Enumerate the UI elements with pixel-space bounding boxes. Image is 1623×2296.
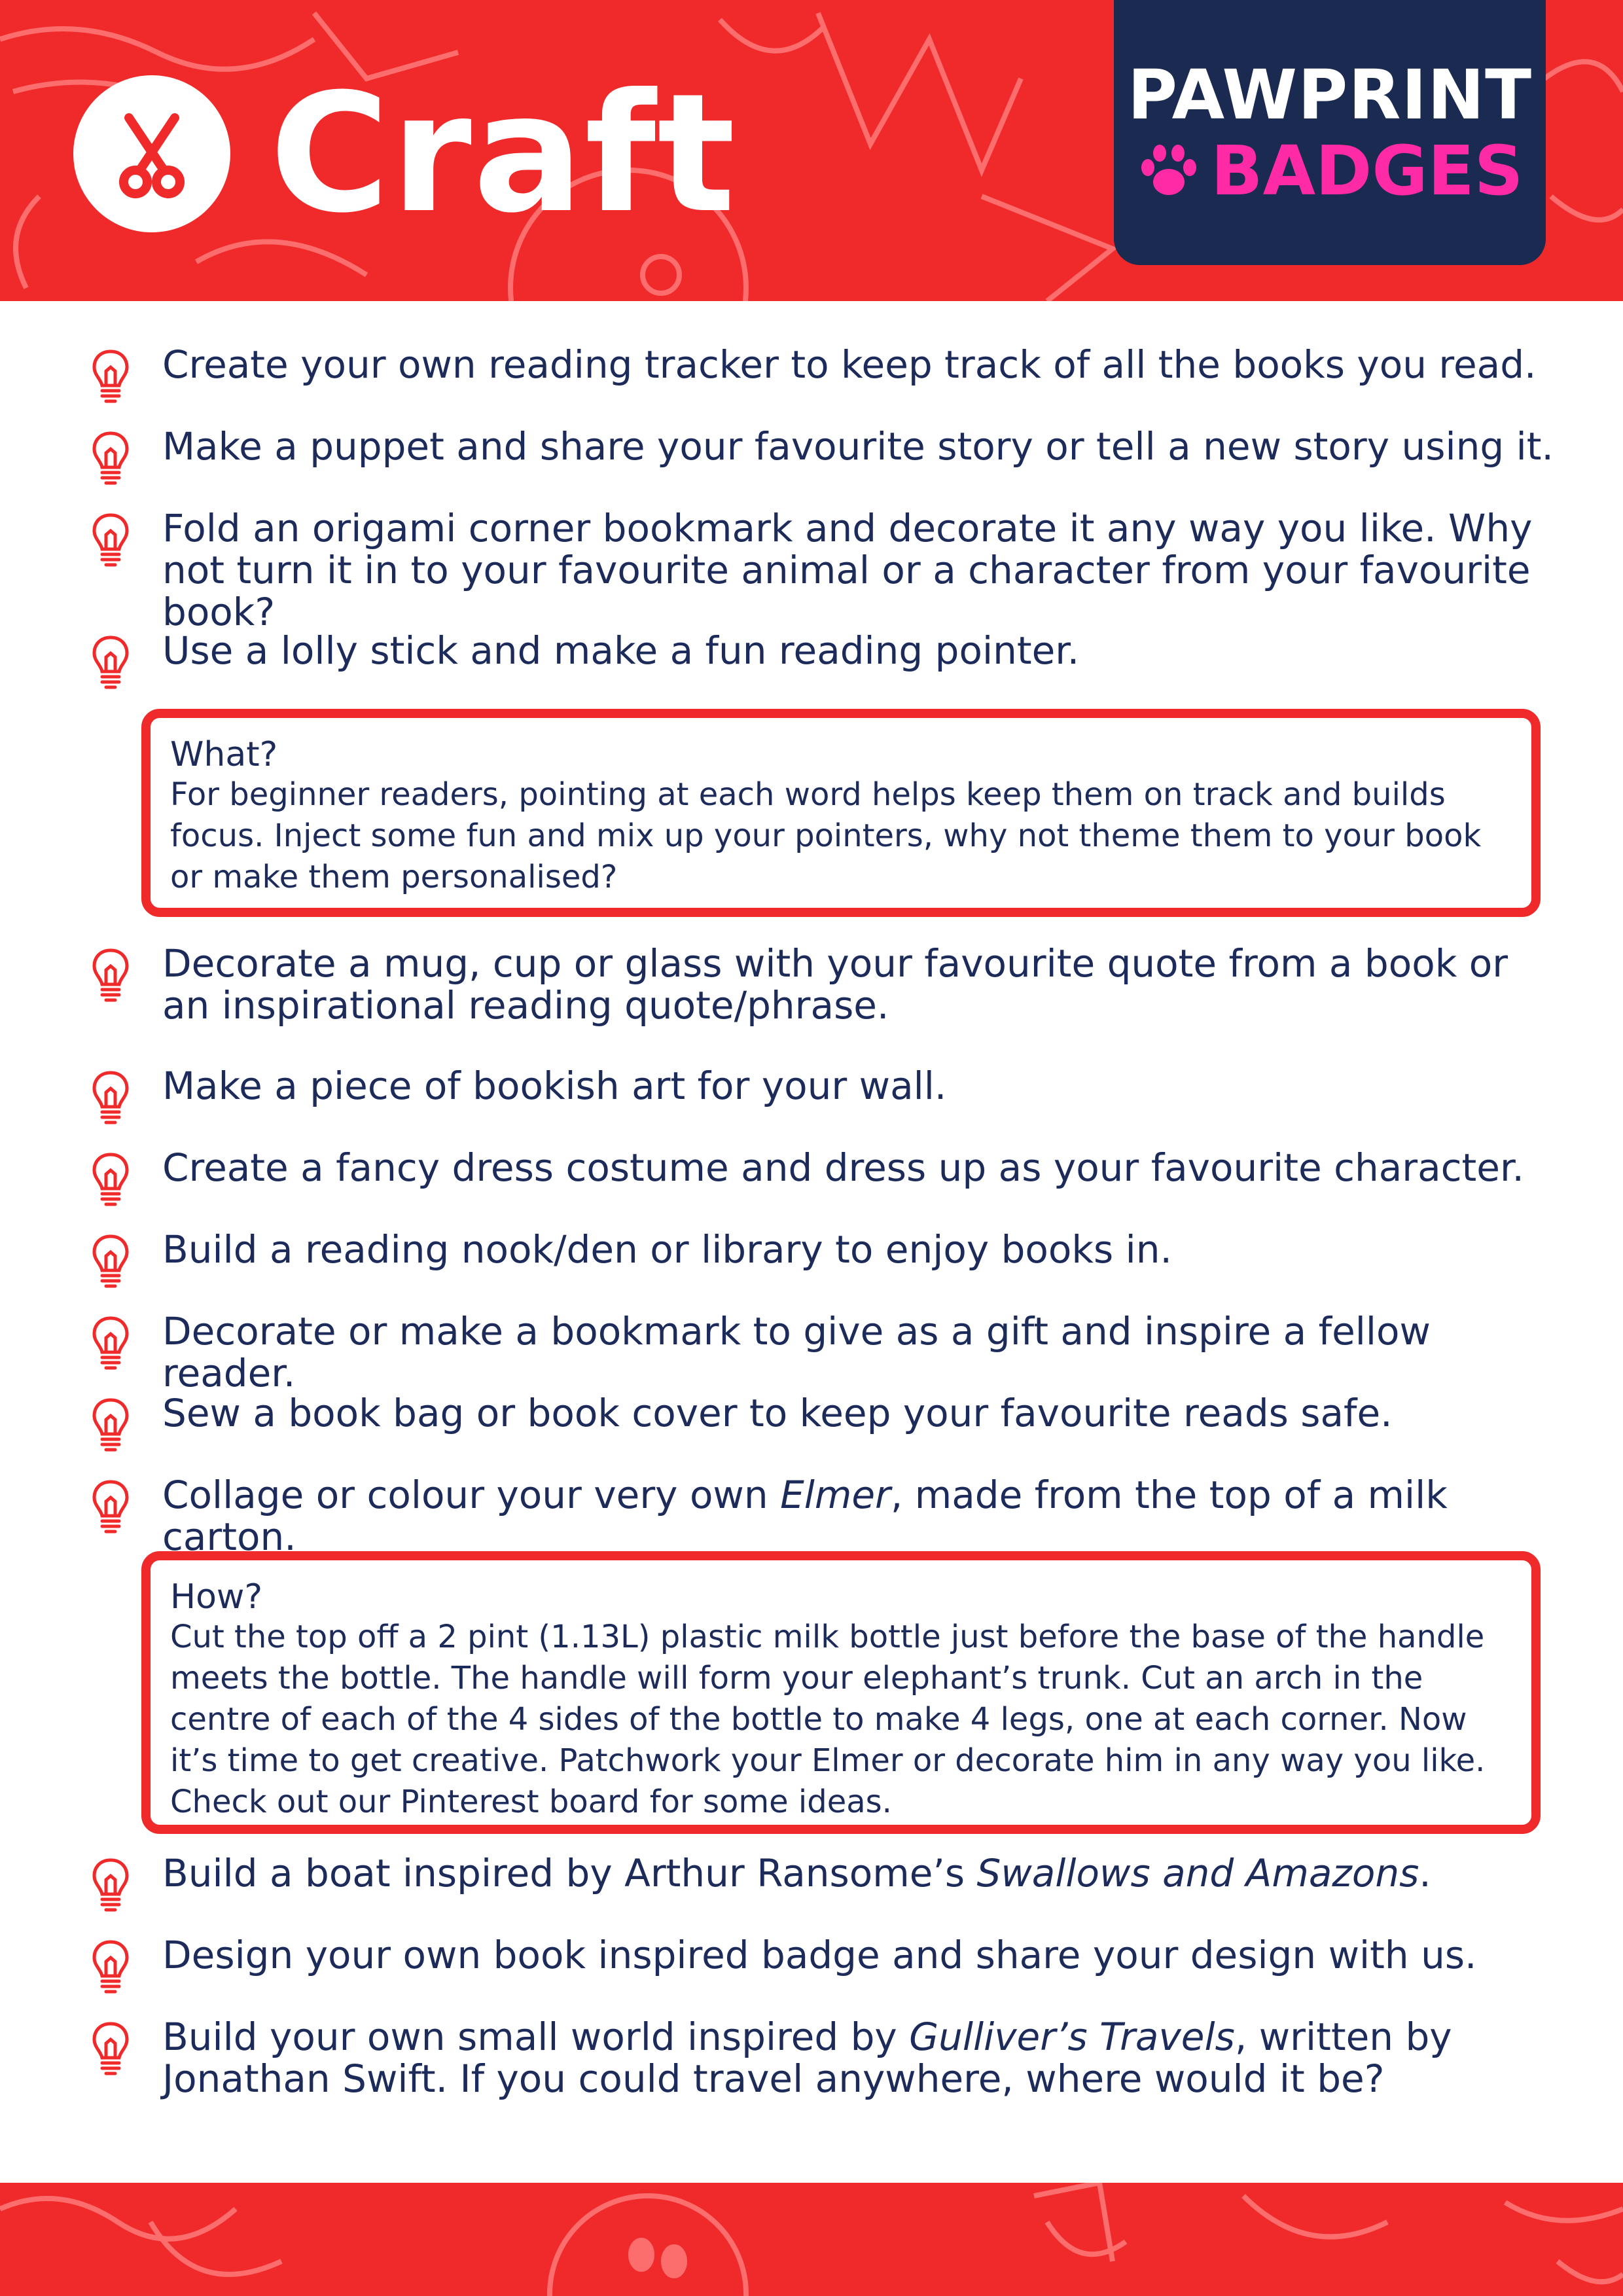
list-item-text: Create your own reading tracker to keep track of all the books you read. xyxy=(162,342,1537,387)
lightbulb-icon xyxy=(90,1856,131,1914)
info-box-heading: What? xyxy=(170,735,278,774)
footer-banner xyxy=(0,2183,1623,2296)
list-item-text: Design your own book inspired badge and share your design with us. xyxy=(162,1933,1477,1977)
lightbulb-icon xyxy=(90,1396,131,1454)
lightbulb-icon xyxy=(90,429,131,487)
list-item-text: Make a puppet and share your favourite story or tell a new story using it. xyxy=(162,424,1554,469)
brand-logo xyxy=(1114,0,1546,265)
lightbulb-icon xyxy=(90,1151,131,1208)
lightbulb-icon xyxy=(90,2020,131,2077)
list-item-text: Build a boat inspired by Arthur Ransome’s Swallows and Amazons. xyxy=(162,1851,1431,1895)
lightbulb-icon xyxy=(90,634,131,691)
lightbulb-icon xyxy=(90,1478,131,1535)
scissors-icon xyxy=(73,75,230,232)
page-title: Craft xyxy=(270,58,737,249)
list-item-text: Decorate or make a bookmark to give as a gift and inspire a fellow reader. xyxy=(162,1309,1431,1395)
list-item-text: Collage or colour your very own Elmer, made from the top of a milk carton. xyxy=(162,1473,1448,1559)
info-box-what xyxy=(141,709,1541,917)
lightbulb-icon xyxy=(90,946,131,1004)
lightbulb-icon xyxy=(90,1314,131,1372)
list-item-text: Use a lolly stick and make a fun reading pointer. xyxy=(162,628,1080,673)
list-item-text: Fold an origami corner bookmark and decorate it any way you like. Why not turn it in to your favourite animal or a character from your favourite book? xyxy=(162,506,1533,634)
lightbulb-icon xyxy=(90,1232,131,1290)
book-title: Gulliver’s Travels xyxy=(909,2015,1235,2059)
brand-bottom-text: BADGES xyxy=(1211,130,1524,211)
lightbulb-icon xyxy=(90,1069,131,1126)
header-banner xyxy=(0,0,1623,301)
paw-icon xyxy=(1136,141,1202,200)
info-box-heading: How? xyxy=(170,1577,263,1617)
lightbulb-icon xyxy=(90,348,131,405)
list-item-text: Decorate a mug, cup or glass with your favourite quote from a book or an inspirational reading quote/phrase. xyxy=(162,941,1508,1028)
lightbulb-icon xyxy=(90,1938,131,1996)
list-item-text: Create a fancy dress costume and dress up as your favourite character. xyxy=(162,1145,1524,1190)
doodle-pattern-icon xyxy=(0,2183,1623,2296)
brand-bottom-row xyxy=(1136,130,1524,211)
book-title: Swallows and Amazons xyxy=(976,1851,1419,1895)
list-item-text: Sew a book bag or book cover to keep your favourite reads safe. xyxy=(162,1391,1393,1435)
book-title: Elmer xyxy=(780,1473,891,1517)
info-box-how xyxy=(141,1551,1541,1834)
brand-top-text: PAWPRINT xyxy=(1127,54,1533,135)
info-box-body: Cut the top off a 2 pint (1.13L) plastic milk bottle just before the base of the handle meets the bottle. The handle will form your elephant’s trunk. Cut an arch in the centre of each of the 4 sides of the bottle to make 4 legs, one at each corner. Now it’s time to get creative. Patchwork your Elmer or decorate him in any way you like. Check out our Pinterest board for some ideas. xyxy=(170,1619,1486,1820)
title-group xyxy=(73,58,737,249)
list-item-text: Make a piece of bookish art for your wall. xyxy=(162,1064,947,1108)
lightbulb-icon xyxy=(90,511,131,569)
list-item-text: Build your own small world inspired by Gulliver’s Travels, written by Jonathan Swift. If you could travel anywhere, where would it be? xyxy=(162,2015,1452,2101)
info-box-body: For beginner readers, pointing at each word helps keep them on track and builds focus. Inject some fun and mix up your pointers, why not theme them to your book or make them personalised? xyxy=(170,776,1482,895)
list-item-text: Build a reading nook/den or library to enjoy books in. xyxy=(162,1227,1172,1272)
